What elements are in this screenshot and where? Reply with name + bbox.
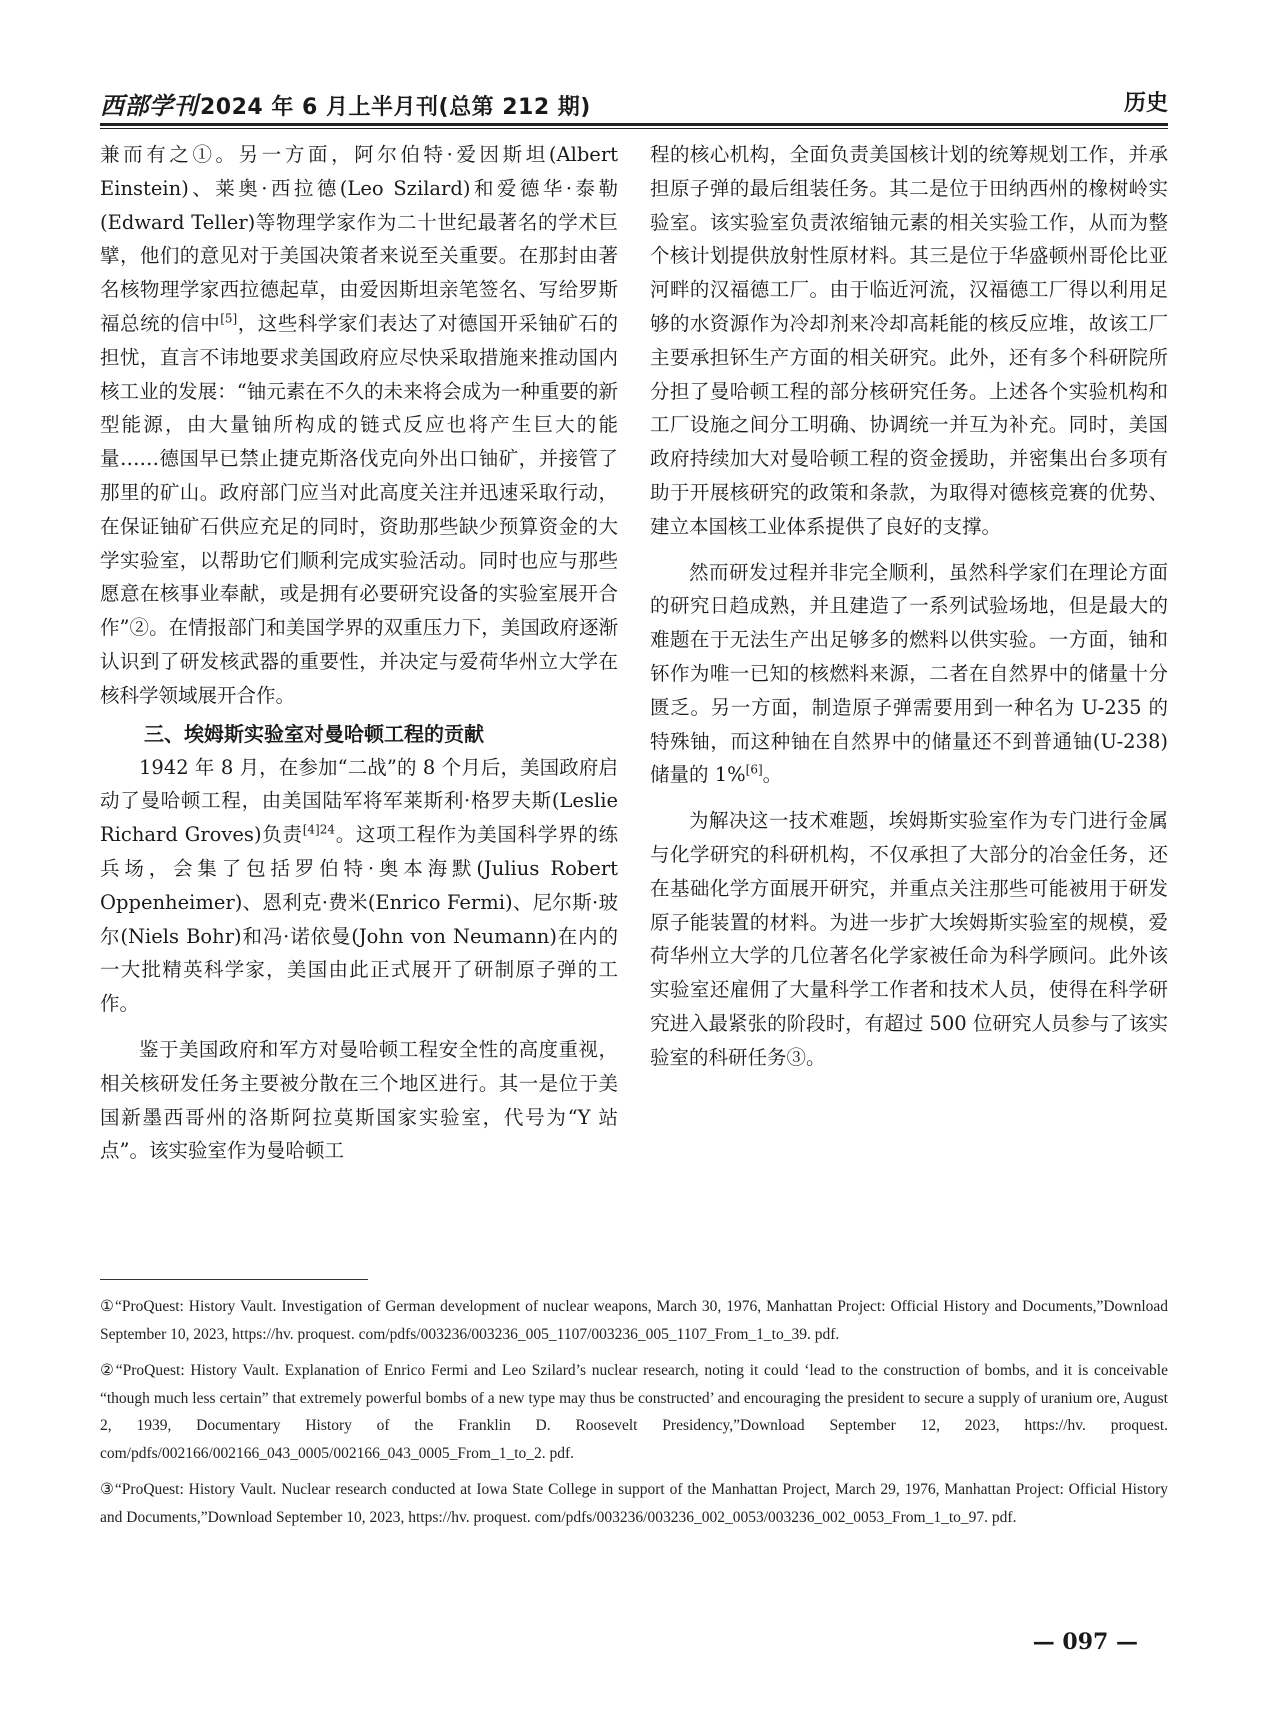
journal-logo: 西部学刊 — [100, 91, 198, 120]
footnote: ①“ProQuest: History Vault. Investigation of German development of nuclear weapons, March 30, 1976, Manhattan Project: Official History and Documents,”Download September 10, 2023, https://hv. proquest. com/pdfs/003236/003236_005_1107/003236_005_1107_From_1_to_39. pdf. — [100, 1298, 1168, 1343]
citation: [4]24 — [302, 822, 335, 837]
body-paragraph: 1942 年 8 月，在参加“二战”的 8 个月后，美国政府启动了曼哈顿工程，由美国陆军将军莱斯利·格罗夫斯(Leslie Richard Groves)负责$^{[4]24}$。这项工程作为美国科学界的练兵场，会集了包括罗伯特·奥本海默(Julius Robert Oppenheimer)、恩利克·费米(Enrico Fermi)、尼尔斯·玻尔(Niels Bohr)和冯·诺依曼(John von Neumann)在内的一大批精英科学家，美国由此正式展开了研制原子弹的工作。 — [100, 755, 618, 1016]
journal-header — [100, 86, 591, 121]
section-label: 历史 — [1123, 91, 1168, 116]
footnote: ③“ProQuest: History Vault. Nuclear research conducted at Iowa State College in support of the Manhattan Project, March 29, 1976, Manhattan Project: Official History and Documents,”Download September 10, 2023, https://hv. proquest. com/pdfs/003236/003236_002_0053/003236_002_0053_From_1_to_97. pdf. — [100, 1481, 1168, 1526]
body-paragraph: 为解决这一技术难题，埃姆斯实验室作为专门进行金属与化学研究的科研机构，不仅承担了大部分的冶金任务，还在基础化学方面展开研究，并重点关注那些可能被用于研发原子能装置的材料。为进一步扩大埃姆斯实验室的规模，爱荷华州立大学的几位著名化学家被任命为科学顾问。此外该实验室还雇佣了大量科学工作者和技术人员，使得在科学研究进入最紧张的阶段时，有超过 500 位研究人员参与了该实验室的科研任务③。 — [650, 809, 1168, 1069]
body-paragraph: 兼而有之①。另一方面，阿尔伯特·爱因斯坦(Albert Einstein)、莱奥·西拉德(Leo Szilard)和爱德华·泰勒(Edward Teller)等物理学家作为二十世纪最著名的学术巨擘，他们的意见对于美国决策者来说至关重要。在那封由著名核物理学家西拉德起草，由爱因斯坦亲笔签名、写给罗斯福总统的信中[5]，这些科学家们表达了对德国开采铀矿石的担忧，直言不讳地要求美国政府应尽快采取措施来推动国内核工业的发展：“铀元素在不久的未来将会成为一种重要的新型能源，由大量铀所构成的链式反应也将产生巨大的能量……德国早已禁止捷克斯洛伐克向外出口铀矿，并接管了那里的矿山。政府部门应当对此高度关注并迅速采取行动，在保证铀矿石供应充足的同时，资助那些缺少预算资金的大学实验室，以帮助它们顺利完成实验活动。同时也应与那些愿意在核事业奉献，或是拥有必要研究设备的实验室展开合作”②。在情报部门和美国学界的双重压力下，美国政府逐渐认识到了研发核武器的重要性，并决定与爱荷华州立大学在核科学领域展开合作。 — [100, 143, 618, 707]
page-number: — 097 — — [1032, 1629, 1138, 1655]
left-column — [100, 138, 618, 1168]
citation: [5] — [220, 311, 238, 326]
footnote-separator — [100, 1279, 368, 1280]
body-paragraph: 然而研发过程并非完全顺利，虽然科学家们在理论方面的研究日趋成熟，并且建造了一系列试验场地，但是最大的难题在于无法生产出足够多的燃料以供实验。一方面，铀和钚作为唯一已知的核燃料来源，二者在自然界中的储量十分匮乏。另一方面，制造原子弹需要用到一种名为 U-235 的特殊铀，而这种铀在自然界中的储量还不到普通铀(U-238)储量的 1%[6]。 — [650, 560, 1168, 787]
header-rule — [100, 123, 1168, 126]
issue-info: 2024 年 6 月上半月刊(总第 212 期) — [200, 95, 591, 120]
running-header — [100, 86, 1168, 122]
section-heading: 三、埃姆斯实验室对曼哈顿工程的贡献 — [144, 721, 484, 746]
footnote: ②“ProQuest: History Vault. Explanation of Enrico Fermi and Leo Szilard’s nuclear research, noting it could ‘lead to the construction of bombs, and it is conceivable “though much less certain” that extremely powerful bombs of a new type may thus be constructed’ and encouraging the president to secure a supply of uranium ore, August 2, 1939, Documentary History of the Franklin D. Roosevelt Presidency,”Download September 12, 2023, https://hv. proquest. com/pdfs/002166/002166_043_0005/002166_043_0005_From_1_to_2. pdf. — [100, 1362, 1168, 1462]
right-column — [650, 138, 1168, 1075]
body-paragraph: 程的核心机构，全面负责美国核计划的统筹规划工作，并承担原子弹的最后组装任务。其二是位于田纳西州的橡树岭实验室。该实验室负责浓缩铀元素的相关实验工作，从而为整个核计划提供放射性原材料。其三是位于华盛顿州哥伦比亚河畔的汉福德工厂。由于临近河流，汉福德工厂得以利用足够的水资源作为冷却剂来冷却高耗能的核反应堆，故该工厂主要承担钚生产方面的相关研究。此外，还有多个科研院所分担了曼哈顿工程的部分核研究任务。上述各个实验机构和工厂设施之间分工明确、协调统一并互为补充。同时，美国政府持续加大对曼哈顿工程的资金援助，并密集出台多项有助于开展核研究的政策和条款，为取得对德核竞赛的优势、建立本国核工业体系提供了良好的支撑。 — [650, 143, 1168, 538]
body-paragraph: 鉴于美国政府和军方对曼哈顿工程安全性的高度重视，相关核研发任务主要被分散在三个地区进行。其一是位于美国新墨西哥州的洛斯阿拉莫斯国家实验室，代号为“Y 站点”。该实验室作为曼哈顿工 — [100, 1037, 618, 1163]
header-rule-thin — [100, 128, 1168, 129]
citation: [6] — [745, 762, 763, 777]
footnotes — [100, 1293, 1168, 1540]
